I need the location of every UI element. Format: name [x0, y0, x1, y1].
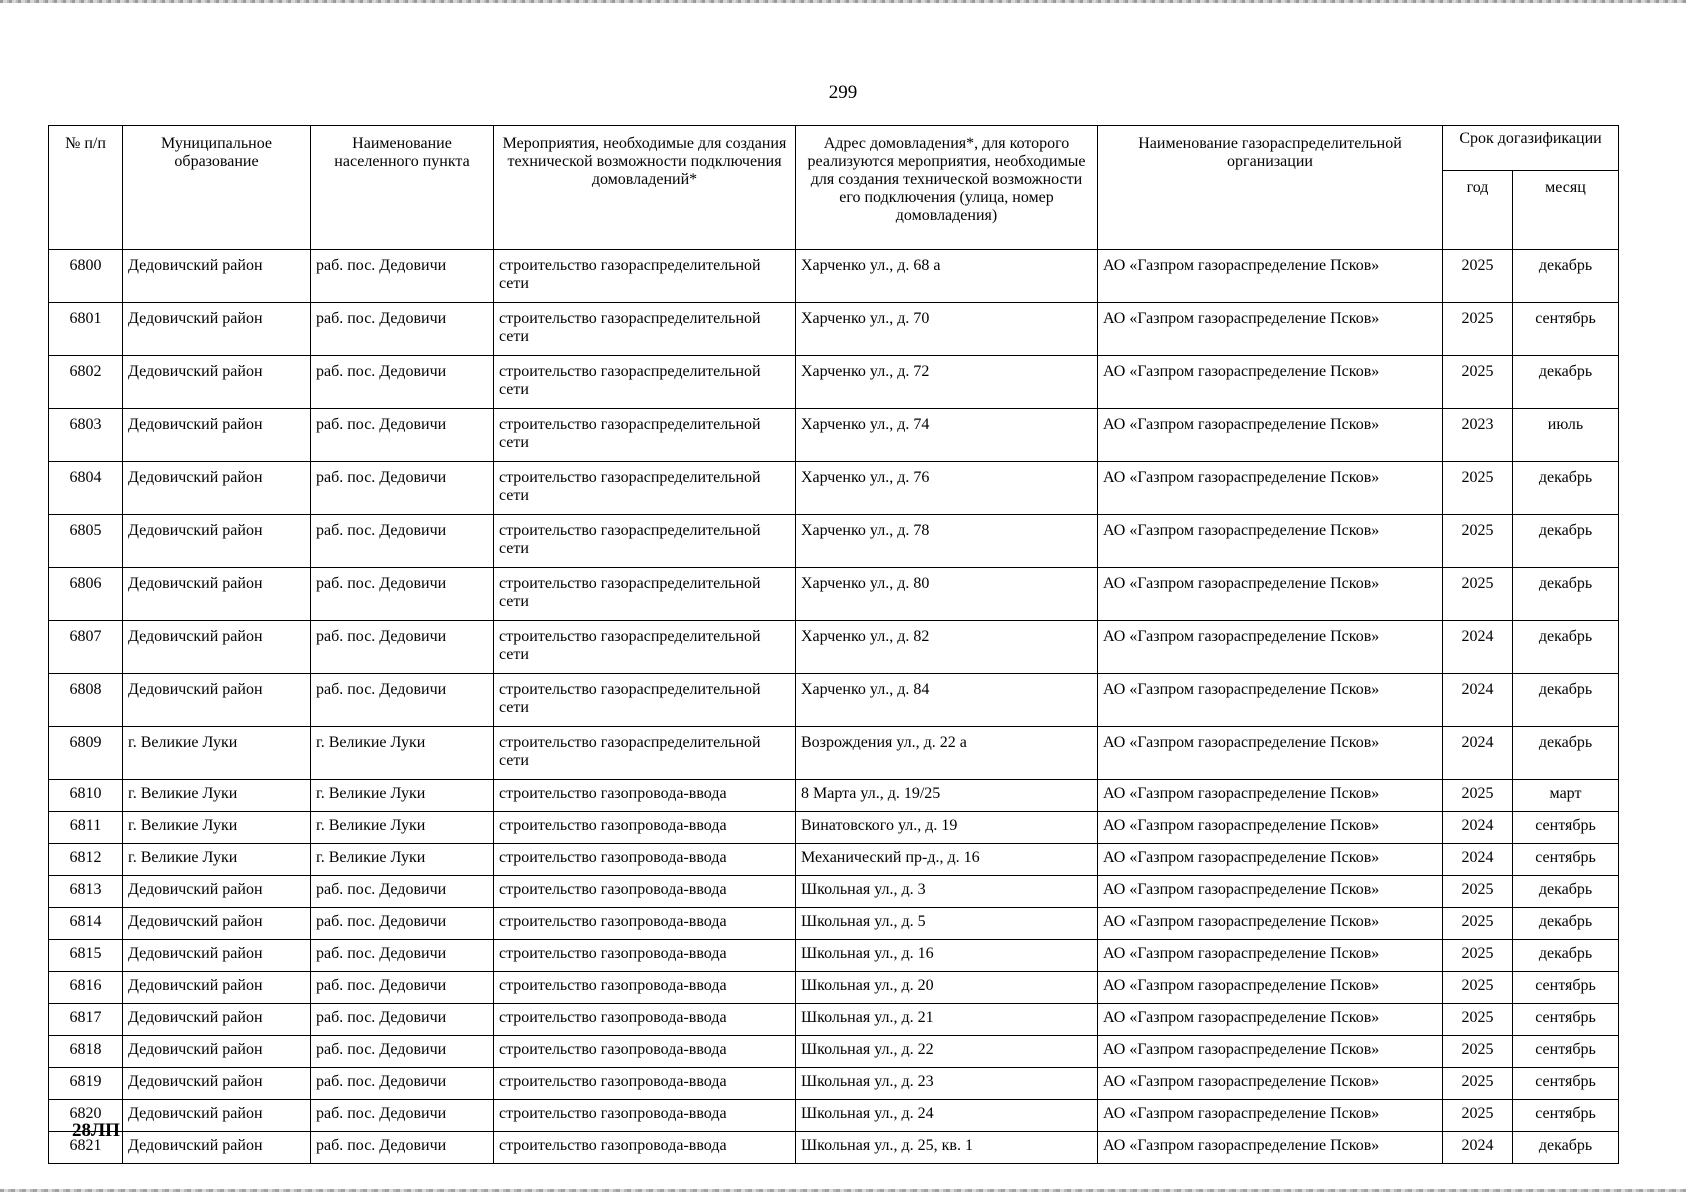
row-year-cell: 2024 [1443, 621, 1513, 674]
row-municipality-cell: Дедовичский район [123, 1068, 311, 1100]
scan-edge-top [0, 0, 1686, 3]
row-address-cell: Школьная ул., д. 23 [796, 1068, 1098, 1100]
row-municipality-cell: Дедовичский район [123, 250, 311, 303]
row-measures-cell: строительство газораспределительной сети [494, 621, 796, 674]
row-month-cell: декабрь [1513, 568, 1619, 621]
row-measures-cell: строительство газораспределительной сети [494, 462, 796, 515]
row-year-cell: 2023 [1443, 409, 1513, 462]
row-month-cell: сентябрь [1513, 1068, 1619, 1100]
row-measures-cell: строительство газораспределительной сети [494, 568, 796, 621]
row-year-cell: 2024 [1443, 727, 1513, 780]
header-measures: Мероприятия, необходимые для создания технической возможности подключения домовладений* [494, 126, 796, 250]
row-year-cell: 2025 [1443, 940, 1513, 972]
row-num-cell: 6812 [49, 844, 123, 876]
row-year-cell: 2025 [1443, 1004, 1513, 1036]
row-measures-cell: строительство газораспределительной сети [494, 356, 796, 409]
table-row [49, 908, 1619, 940]
row-year-cell: 2025 [1443, 908, 1513, 940]
row-year-cell: 2025 [1443, 462, 1513, 515]
row-year-cell: 2024 [1443, 674, 1513, 727]
row-num-cell: 6801 [49, 303, 123, 356]
row-measures-cell: строительство газопровода-ввода [494, 1036, 796, 1068]
row-address-cell: Харченко ул., д. 84 [796, 674, 1098, 727]
table-row [49, 462, 1619, 515]
row-municipality-cell: Дедовичский район [123, 1132, 311, 1164]
footer-code: 28ЛП [72, 1120, 120, 1141]
row-month-cell: декабрь [1513, 908, 1619, 940]
row-num-cell: 6814 [49, 908, 123, 940]
table-row [49, 844, 1619, 876]
row-settlement-cell: раб. пос. Дедовичи [311, 409, 494, 462]
table-row [49, 1036, 1619, 1068]
header-organization: Наименование газораспределительной организации [1098, 126, 1443, 250]
row-settlement-cell: раб. пос. Дедовичи [311, 568, 494, 621]
table-row [49, 1100, 1619, 1132]
row-year-cell: 2025 [1443, 515, 1513, 568]
row-address-cell: Винатовского ул., д. 19 [796, 812, 1098, 844]
row-measures-cell: строительство газопровода-ввода [494, 1132, 796, 1164]
table-row [49, 674, 1619, 727]
row-num-cell: 6821 [49, 1132, 123, 1164]
row-month-cell: сентябрь [1513, 1036, 1619, 1068]
row-organization-cell: АО «Газпром газораспределение Псков» [1098, 462, 1443, 515]
row-municipality-cell: Дедовичский район [123, 356, 311, 409]
row-measures-cell: строительство газопровода-ввода [494, 940, 796, 972]
row-measures-cell: строительство газопровода-ввода [494, 908, 796, 940]
row-num-cell: 6817 [49, 1004, 123, 1036]
row-organization-cell: АО «Газпром газораспределение Псков» [1098, 844, 1443, 876]
row-address-cell: Харченко ул., д. 82 [796, 621, 1098, 674]
row-num-cell: 6819 [49, 1068, 123, 1100]
row-municipality-cell: Дедовичский район [123, 908, 311, 940]
header-address: Адрес домовладения*, для которого реализуются мероприятия, необходимые для создания технической возможности его подключения (улица, номер домовладения) [796, 126, 1098, 250]
row-municipality-cell: Дедовичский район [123, 876, 311, 908]
row-municipality-cell: г. Великие Луки [123, 812, 311, 844]
row-organization-cell: АО «Газпром газораспределение Псков» [1098, 1004, 1443, 1036]
row-year-cell: 2024 [1443, 1132, 1513, 1164]
row-num-cell: 6804 [49, 462, 123, 515]
row-municipality-cell: Дедовичский район [123, 409, 311, 462]
row-month-cell: декабрь [1513, 1132, 1619, 1164]
row-organization-cell: АО «Газпром газораспределение Псков» [1098, 812, 1443, 844]
row-settlement-cell: раб. пос. Дедовичи [311, 1036, 494, 1068]
row-settlement-cell: раб. пос. Дедовичи [311, 303, 494, 356]
row-settlement-cell: раб. пос. Дедовичи [311, 1068, 494, 1100]
row-month-cell: декабрь [1513, 674, 1619, 727]
row-num-cell: 6802 [49, 356, 123, 409]
row-address-cell: Харченко ул., д. 78 [796, 515, 1098, 568]
row-measures-cell: строительство газораспределительной сети [494, 515, 796, 568]
row-municipality-cell: г. Великие Луки [123, 727, 311, 780]
row-organization-cell: АО «Газпром газораспределение Псков» [1098, 1132, 1443, 1164]
row-settlement-cell: раб. пос. Дедовичи [311, 972, 494, 1004]
row-month-cell: сентябрь [1513, 844, 1619, 876]
row-year-cell: 2025 [1443, 972, 1513, 1004]
row-settlement-cell: раб. пос. Дедовичи [311, 940, 494, 972]
row-year-cell: 2025 [1443, 303, 1513, 356]
row-num-cell: 6818 [49, 1036, 123, 1068]
header-year: год [1443, 171, 1513, 250]
row-num-cell: 6815 [49, 940, 123, 972]
row-address-cell: Школьная ул., д. 25, кв. 1 [796, 1132, 1098, 1164]
row-settlement-cell: раб. пос. Дедовичи [311, 515, 494, 568]
table-row [49, 1132, 1619, 1164]
row-address-cell: Механический пр-д., д. 16 [796, 844, 1098, 876]
row-organization-cell: АО «Газпром газораспределение Псков» [1098, 621, 1443, 674]
row-num-cell: 6805 [49, 515, 123, 568]
row-settlement-cell: раб. пос. Дедовичи [311, 674, 494, 727]
row-measures-cell: строительство газораспределительной сети [494, 674, 796, 727]
row-year-cell: 2024 [1443, 844, 1513, 876]
table-row [49, 515, 1619, 568]
row-municipality-cell: г. Великие Луки [123, 844, 311, 876]
row-address-cell: Харченко ул., д. 80 [796, 568, 1098, 621]
row-num-cell: 6820 [49, 1100, 123, 1132]
table-row [49, 1004, 1619, 1036]
row-address-cell: Школьная ул., д. 16 [796, 940, 1098, 972]
row-measures-cell: строительство газораспределительной сети [494, 409, 796, 462]
row-month-cell: декабрь [1513, 462, 1619, 515]
row-month-cell: декабрь [1513, 250, 1619, 303]
table-row [49, 780, 1619, 812]
row-measures-cell: строительство газопровода-ввода [494, 1100, 796, 1132]
row-settlement-cell: г. Великие Луки [311, 780, 494, 812]
header-municipality: Муниципальное образование [123, 126, 311, 250]
table-row [49, 812, 1619, 844]
table-row [49, 250, 1619, 303]
row-year-cell: 2025 [1443, 1036, 1513, 1068]
row-organization-cell: АО «Газпром газораспределение Псков» [1098, 908, 1443, 940]
gasification-table [48, 125, 1619, 1164]
row-organization-cell: АО «Газпром газораспределение Псков» [1098, 876, 1443, 908]
header-settlement: Наименование населенного пункта [311, 126, 494, 250]
row-address-cell: Школьная ул., д. 5 [796, 908, 1098, 940]
page-number: 299 [828, 82, 858, 103]
row-num-cell: 6816 [49, 972, 123, 1004]
table-row [49, 356, 1619, 409]
row-municipality-cell: Дедовичский район [123, 462, 311, 515]
row-month-cell: декабрь [1513, 621, 1619, 674]
row-year-cell: 2025 [1443, 1068, 1513, 1100]
row-settlement-cell: г. Великие Луки [311, 727, 494, 780]
row-measures-cell: строительство газораспределительной сети [494, 250, 796, 303]
row-settlement-cell: раб. пос. Дедовичи [311, 1132, 494, 1164]
row-measures-cell: строительство газораспределительной сети [494, 727, 796, 780]
header-num: № п/п [49, 126, 123, 250]
row-organization-cell: АО «Газпром газораспределение Псков» [1098, 356, 1443, 409]
table-row [49, 621, 1619, 674]
row-organization-cell: АО «Газпром газораспределение Псков» [1098, 727, 1443, 780]
row-num-cell: 6813 [49, 876, 123, 908]
row-settlement-cell: раб. пос. Дедовичи [311, 621, 494, 674]
row-address-cell: Возрождения ул., д. 22 а [796, 727, 1098, 780]
row-num-cell: 6808 [49, 674, 123, 727]
table-row [49, 940, 1619, 972]
row-organization-cell: АО «Газпром газораспределение Псков» [1098, 940, 1443, 972]
row-address-cell: Харченко ул., д. 72 [796, 356, 1098, 409]
row-year-cell: 2025 [1443, 356, 1513, 409]
row-organization-cell: АО «Газпром газораспределение Псков» [1098, 972, 1443, 1004]
row-organization-cell: АО «Газпром газораспределение Псков» [1098, 303, 1443, 356]
row-organization-cell: АО «Газпром газораспределение Псков» [1098, 780, 1443, 812]
row-month-cell: декабрь [1513, 940, 1619, 972]
header-row [49, 126, 1619, 171]
table-row [49, 876, 1619, 908]
row-address-cell: Харченко ул., д. 74 [796, 409, 1098, 462]
table-row [49, 727, 1619, 780]
row-settlement-cell: раб. пос. Дедовичи [311, 1004, 494, 1036]
row-settlement-cell: раб. пос. Дедовичи [311, 908, 494, 940]
row-address-cell: 8 Марта ул., д. 19/25 [796, 780, 1098, 812]
row-address-cell: Харченко ул., д. 76 [796, 462, 1098, 515]
row-year-cell: 2025 [1443, 250, 1513, 303]
row-address-cell: Школьная ул., д. 3 [796, 876, 1098, 908]
row-municipality-cell: Дедовичский район [123, 1036, 311, 1068]
row-settlement-cell: раб. пос. Дедовичи [311, 462, 494, 515]
row-settlement-cell: раб. пос. Дедовичи [311, 356, 494, 409]
row-settlement-cell: раб. пос. Дедовичи [311, 876, 494, 908]
row-settlement-cell: г. Великие Луки [311, 812, 494, 844]
table-row [49, 409, 1619, 462]
row-address-cell: Школьная ул., д. 24 [796, 1100, 1098, 1132]
row-organization-cell: АО «Газпром газораспределение Псков» [1098, 409, 1443, 462]
row-measures-cell: строительство газопровода-ввода [494, 1004, 796, 1036]
row-month-cell: декабрь [1513, 876, 1619, 908]
row-month-cell: сентябрь [1513, 303, 1619, 356]
row-num-cell: 6807 [49, 621, 123, 674]
row-year-cell: 2024 [1443, 812, 1513, 844]
row-month-cell: сентябрь [1513, 1004, 1619, 1036]
row-month-cell: декабрь [1513, 356, 1619, 409]
row-municipality-cell: Дедовичский район [123, 303, 311, 356]
row-municipality-cell: Дедовичский район [123, 1004, 311, 1036]
row-municipality-cell: Дедовичский район [123, 940, 311, 972]
row-organization-cell: АО «Газпром газораспределение Псков» [1098, 1068, 1443, 1100]
row-municipality-cell: Дедовичский район [123, 972, 311, 1004]
row-month-cell: декабрь [1513, 515, 1619, 568]
row-organization-cell: АО «Газпром газораспределение Псков» [1098, 1036, 1443, 1068]
row-month-cell: сентябрь [1513, 1100, 1619, 1132]
header-month: месяц [1513, 171, 1619, 250]
row-num-cell: 6800 [49, 250, 123, 303]
row-organization-cell: АО «Газпром газораспределение Псков» [1098, 250, 1443, 303]
table-row [49, 303, 1619, 356]
row-settlement-cell: г. Великие Луки [311, 844, 494, 876]
table-header [49, 126, 1619, 250]
row-settlement-cell: раб. пос. Дедовичи [311, 1100, 494, 1132]
row-municipality-cell: Дедовичский район [123, 515, 311, 568]
row-measures-cell: строительство газопровода-ввода [494, 876, 796, 908]
row-measures-cell: строительство газопровода-ввода [494, 780, 796, 812]
row-address-cell: Школьная ул., д. 21 [796, 1004, 1098, 1036]
row-organization-cell: АО «Газпром газораспределение Псков» [1098, 515, 1443, 568]
row-year-cell: 2025 [1443, 876, 1513, 908]
row-municipality-cell: Дедовичский район [123, 568, 311, 621]
row-organization-cell: АО «Газпром газораспределение Псков» [1098, 674, 1443, 727]
row-month-cell: июль [1513, 409, 1619, 462]
row-year-cell: 2025 [1443, 1100, 1513, 1132]
header-term: Срок догазификации [1443, 126, 1619, 171]
row-month-cell: сентябрь [1513, 972, 1619, 1004]
row-settlement-cell: раб. пос. Дедовичи [311, 250, 494, 303]
row-address-cell: Харченко ул., д. 68 а [796, 250, 1098, 303]
row-municipality-cell: Дедовичский район [123, 1100, 311, 1132]
row-num-cell: 6806 [49, 568, 123, 621]
row-municipality-cell: г. Великие Луки [123, 780, 311, 812]
row-num-cell: 6803 [49, 409, 123, 462]
row-month-cell: сентябрь [1513, 812, 1619, 844]
row-year-cell: 2025 [1443, 780, 1513, 812]
row-measures-cell: строительство газораспределительной сети [494, 303, 796, 356]
row-measures-cell: строительство газопровода-ввода [494, 972, 796, 1004]
row-measures-cell: строительство газопровода-ввода [494, 812, 796, 844]
scan-edge-bottom [0, 1189, 1686, 1192]
row-num-cell: 6809 [49, 727, 123, 780]
row-municipality-cell: Дедовичский район [123, 674, 311, 727]
row-address-cell: Школьная ул., д. 20 [796, 972, 1098, 1004]
row-month-cell: декабрь [1513, 727, 1619, 780]
row-address-cell: Школьная ул., д. 22 [796, 1036, 1098, 1068]
table-body [49, 250, 1619, 1164]
row-month-cell: март [1513, 780, 1619, 812]
row-municipality-cell: Дедовичский район [123, 621, 311, 674]
row-num-cell: 6811 [49, 812, 123, 844]
row-address-cell: Харченко ул., д. 70 [796, 303, 1098, 356]
row-organization-cell: АО «Газпром газораспределение Псков» [1098, 1100, 1443, 1132]
table-row [49, 1068, 1619, 1100]
row-num-cell: 6810 [49, 780, 123, 812]
table-row [49, 972, 1619, 1004]
table-row [49, 568, 1619, 621]
row-measures-cell: строительство газопровода-ввода [494, 1068, 796, 1100]
row-measures-cell: строительство газопровода-ввода [494, 844, 796, 876]
row-organization-cell: АО «Газпром газораспределение Псков» [1098, 568, 1443, 621]
row-year-cell: 2025 [1443, 568, 1513, 621]
